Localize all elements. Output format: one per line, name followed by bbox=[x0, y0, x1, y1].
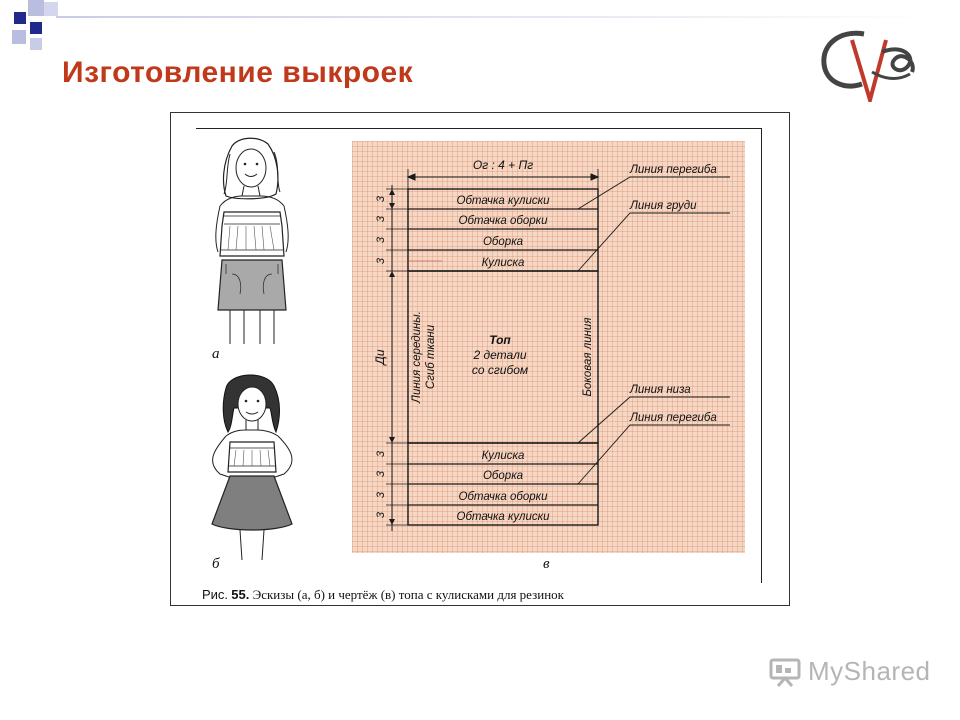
strip-size-5: 3 bbox=[375, 450, 387, 458]
top-strip-3: Оборка bbox=[482, 236, 524, 248]
side-line-label: Боковая линия bbox=[582, 317, 594, 397]
callout-fold-top: Линия перегиба bbox=[630, 164, 717, 176]
callout-fold-bottom: Линия перегиба bbox=[630, 412, 717, 424]
top-strip-4: Кулиска bbox=[481, 257, 525, 269]
caption-number: 55. bbox=[231, 587, 250, 602]
presentation-icon bbox=[768, 657, 802, 687]
slide-title: Изготовление выкроек bbox=[62, 56, 414, 89]
decor-square-light bbox=[12, 30, 26, 44]
watermark bbox=[768, 656, 931, 687]
sketch-b-illustration bbox=[196, 374, 306, 560]
strip-size-7: 3 bbox=[375, 491, 387, 499]
bottom-strip-4: Обтачка кулиски bbox=[456, 511, 550, 523]
drawing-label-v: в bbox=[543, 556, 550, 572]
monogram-logo bbox=[812, 22, 922, 102]
strip-size-8: 3 bbox=[375, 511, 387, 519]
bottom-strip-3: Обтачка оборки bbox=[458, 491, 548, 503]
width-formula: Ог : 4 + Пг bbox=[472, 158, 534, 172]
piece-name: Топ bbox=[489, 333, 511, 347]
decor-line bbox=[56, 16, 936, 18]
center-line-label: Линия середины. bbox=[411, 311, 423, 403]
strip-size-2: 3 bbox=[375, 215, 387, 223]
sketch-a-illustration bbox=[196, 134, 306, 348]
caption-text: Эскизы (а, б) и чертёж (в) топа с кулисками для резинок bbox=[252, 587, 564, 602]
bottom-strip-1: Кулиска bbox=[481, 450, 525, 462]
caption-prefix: Рис. bbox=[202, 587, 229, 602]
sketch-label-b: б bbox=[212, 556, 220, 572]
watermark-text: MyShared bbox=[808, 656, 931, 686]
decor-square-light bbox=[30, 38, 42, 50]
decor-square-light bbox=[28, 0, 44, 16]
pattern-draft-labels bbox=[352, 141, 745, 553]
strip-size-6: 3 bbox=[375, 470, 387, 478]
sketch-label-a: а bbox=[212, 346, 220, 362]
callout-hem: Линия низа bbox=[630, 384, 691, 396]
figure-rule-top bbox=[196, 128, 762, 129]
piece-desc-2: со сгибом bbox=[471, 363, 529, 377]
decor-square-dark bbox=[14, 12, 26, 24]
strip-size-4: 3 bbox=[375, 257, 387, 265]
figure-caption bbox=[202, 587, 564, 603]
bottom-strip-2: Оборка bbox=[482, 470, 524, 482]
strip-size-3: 3 bbox=[375, 236, 387, 244]
fold-label: Сгиб ткани bbox=[425, 324, 437, 390]
callout-bust: Линия груди bbox=[630, 200, 697, 212]
piece-desc-1: 2 детали bbox=[473, 348, 527, 362]
length-label: Ди bbox=[373, 349, 387, 365]
top-strip-2: Обтачка оборки bbox=[458, 215, 548, 227]
decor-square-light bbox=[44, 2, 58, 16]
decor-square-dark bbox=[30, 22, 42, 34]
figure-rule-right bbox=[761, 128, 762, 583]
strip-size-1: 3 bbox=[375, 195, 387, 203]
top-strip-1: Обтачка кулиски bbox=[456, 195, 550, 207]
